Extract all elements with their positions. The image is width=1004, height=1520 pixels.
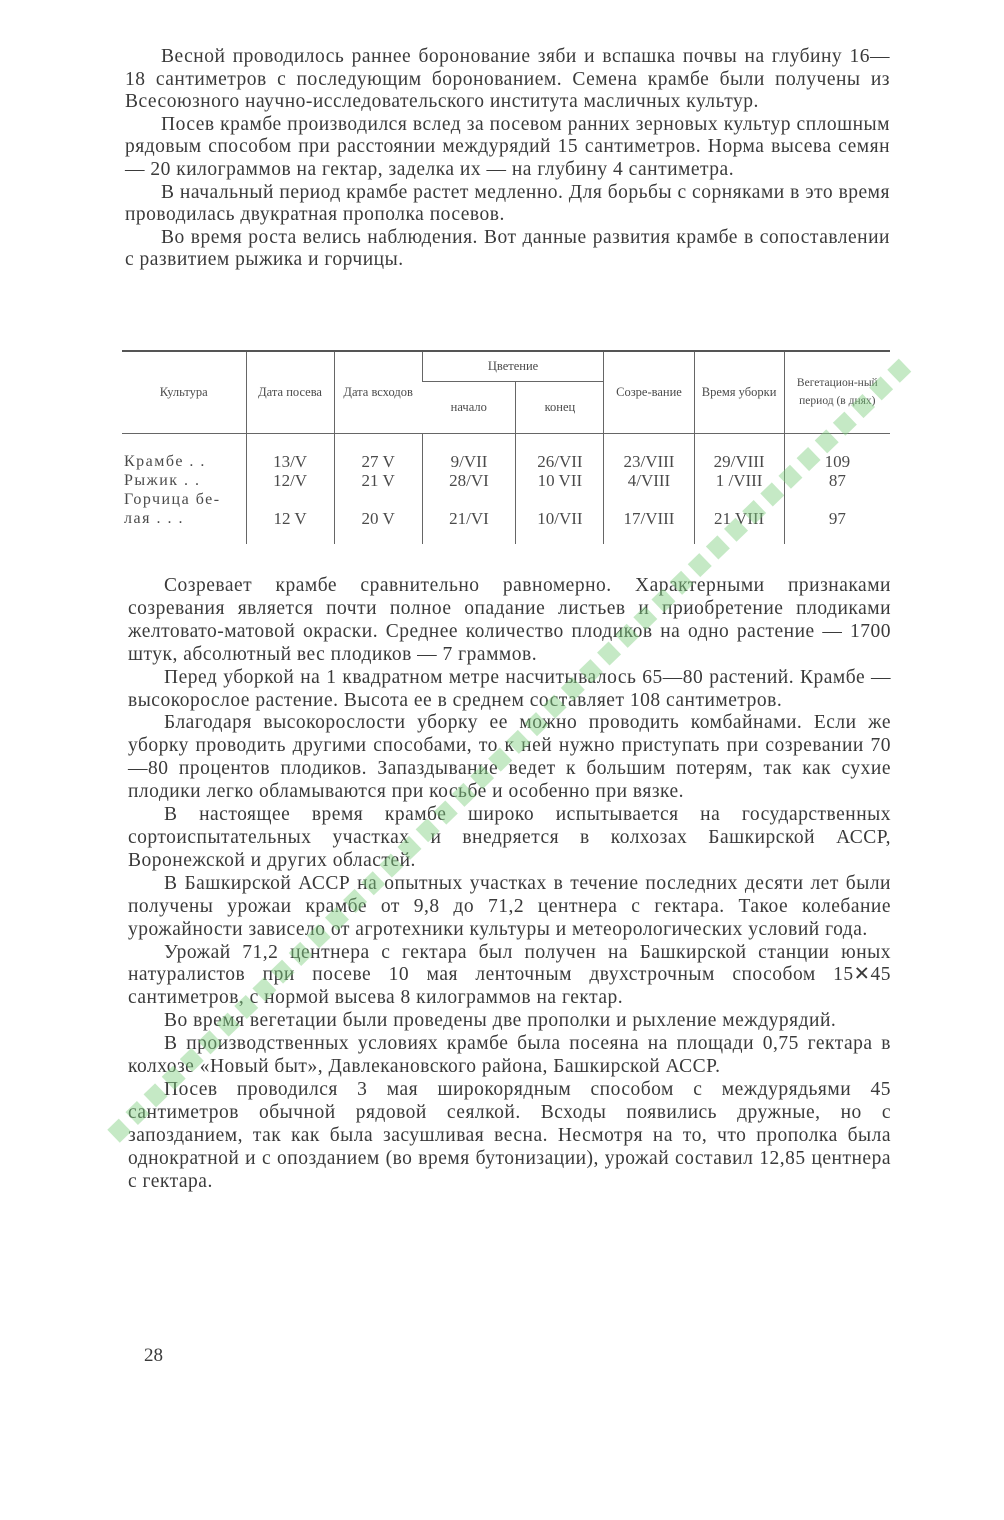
cell-culture: Рыжик . . xyxy=(124,471,201,489)
header-vegetation-period: Вегетацион-ный период (в днях) xyxy=(784,351,890,433)
table-row xyxy=(122,490,890,509)
header-harvest-time: Время уборки xyxy=(694,351,784,433)
header-emergence-date: Дата всходов xyxy=(334,351,422,433)
cell-sowing: 12 V xyxy=(246,509,334,544)
cell-ripening: 17/VIII xyxy=(604,509,694,544)
cell-flower-start: 9/VII xyxy=(422,452,516,471)
header-culture: Культура xyxy=(122,351,246,433)
header-flowering-start: начало xyxy=(422,381,516,433)
cell-culture: лая . . . xyxy=(124,509,184,527)
table-row xyxy=(122,452,890,471)
cell-harvest: 21 VIII xyxy=(694,509,784,544)
paragraph: В настоящее время крамбе широко испытывается на государственных сортоиспытательных участках и внедряется в колхозах Башкирской АССР, Воронежской и других областей. xyxy=(128,804,891,871)
cell-flower-end: 26/VII xyxy=(516,452,604,471)
paragraph: Перед уборкой на 1 квадратном метре насчитывалось 65—80 растений. Крамбе — высокорослое растение. Высота ее в среднем составляет 108 сантиметров. xyxy=(128,666,891,711)
cell-ripening: 23/VIII xyxy=(604,452,694,471)
header-ripening: Созре-вание xyxy=(604,351,694,433)
cell-emergence: 21 V xyxy=(334,471,422,490)
paragraph: Посев крамбе производился вслед за посевом ранних зерновых культур сплошным рядовым способом при расстоянии междурядий 15 сантиметров. Норма высева семян — 20 килограммов на гектар, заделка их — на глубину 4 сантиметра. xyxy=(125,113,890,180)
watermark-block xyxy=(688,553,712,577)
table-row xyxy=(122,471,890,490)
paragraph: Весной проводилось раннее боронование зяби и вспашка почвы на глубину 16—18 сантиметров с последующим боронованием. Семена крамбе были получены из Всесоюзного научно-исследовательского института масличных культур. xyxy=(125,46,890,113)
cell-flower-end: 10/VII xyxy=(516,509,604,544)
page-number: 28 xyxy=(144,1345,163,1366)
cell-emergence: 20 V xyxy=(334,509,422,544)
cell-flower-end: 10 VII xyxy=(516,471,604,490)
paragraph: Урожай 71,2 центнера с гектара был получен на Башкирской станции юных натуралистов при посеве 10 мая ленточным двухстрочным способом 15✕45 сантиметров, с нормой высева 8 килограммов на гектар. xyxy=(128,941,891,1009)
development-table xyxy=(122,350,890,544)
header-flowering: Цветение xyxy=(422,351,604,381)
paragraph: Посев проводился 3 мая широкорядным способом с междурядьями 45 сантиметров обычной рядовой сеялкой. Всходы появились дружные, но с запозданием, так как была засушливая весна. Несмотря на то, что прополка была однократной и с опозданием (во время бутонизации), урожай составил 12,85 центнера с гектара. xyxy=(128,1078,891,1192)
cell-culture: Горчица бе- xyxy=(124,490,221,508)
cell-flower-start: 28/VI xyxy=(422,471,516,490)
cell-days: 87 xyxy=(784,471,890,490)
paragraph: В Башкирской АССР на опытных участках в течение последних десяти лет были получены урожаи крамбе от 9,8 до 71,2 центнера с гектара. Такое колебание урожайности зависело от агротехники культуры и метеорологических условий года. xyxy=(128,872,891,940)
cell-harvest: 29/VIII xyxy=(694,452,784,471)
cell-harvest: 1 /VIII xyxy=(694,471,784,490)
cell-flower-start: 21/VI xyxy=(422,509,516,544)
cell-sowing: 12/V xyxy=(246,471,334,490)
paragraph: Во время роста велись наблюдения. Вот данные развития крамбе в сопоставлении с развитием рыжика и горчицы. xyxy=(125,226,890,271)
paragraph: Созревает крамбе сравнительно равномерно. Характерными признаками созревания является почти полное опадание листьев и приобретение плодиками желтовато-матовой окраски. Среднее количество плодиков на одно растение — 1700 штук, абсолютный вес плодиков — 7 граммов. xyxy=(128,575,891,665)
table-row xyxy=(122,509,890,544)
watermark-block xyxy=(887,359,911,383)
cell-culture: Крамбе . . xyxy=(124,452,206,470)
cell-days: 97 xyxy=(784,509,890,544)
text-block-top xyxy=(125,46,890,272)
cell-emergence: 27 V xyxy=(334,452,422,471)
cell-ripening: 4/VIII xyxy=(604,471,694,490)
paragraph: Во время вегетации были проведены две прополки и рыхление междурядий. xyxy=(164,1010,837,1032)
cell-sowing: 13/V xyxy=(246,452,334,471)
header-sowing-date: Дата посева xyxy=(246,351,334,433)
paragraph: Благодаря высокорослости уборку ее можно проводить комбайнами. Если же уборку проводить другими способами, то к ней нужно приступать при созревании 70—80 процентов плодиков. Запаздывание ведет к большим потерям, так как сухие плодики легко обламываются при косьбе и особенно при вязке. xyxy=(128,712,891,803)
paragraph: В начальный период крамбе растет медленно. Для борьбы с сорняками в это время проводилась двукратная прополка посевов. xyxy=(125,181,890,226)
text-block-bottom xyxy=(128,575,891,1193)
header-flowering-end: конец xyxy=(516,381,604,433)
cell-days: 109 xyxy=(784,452,890,471)
paragraph: В производственных условиях крамбе была посеяна на площади 0,75 гектара в колхозе «Новый быт», Давлекановского района, Башкирской АССР. xyxy=(128,1033,891,1078)
